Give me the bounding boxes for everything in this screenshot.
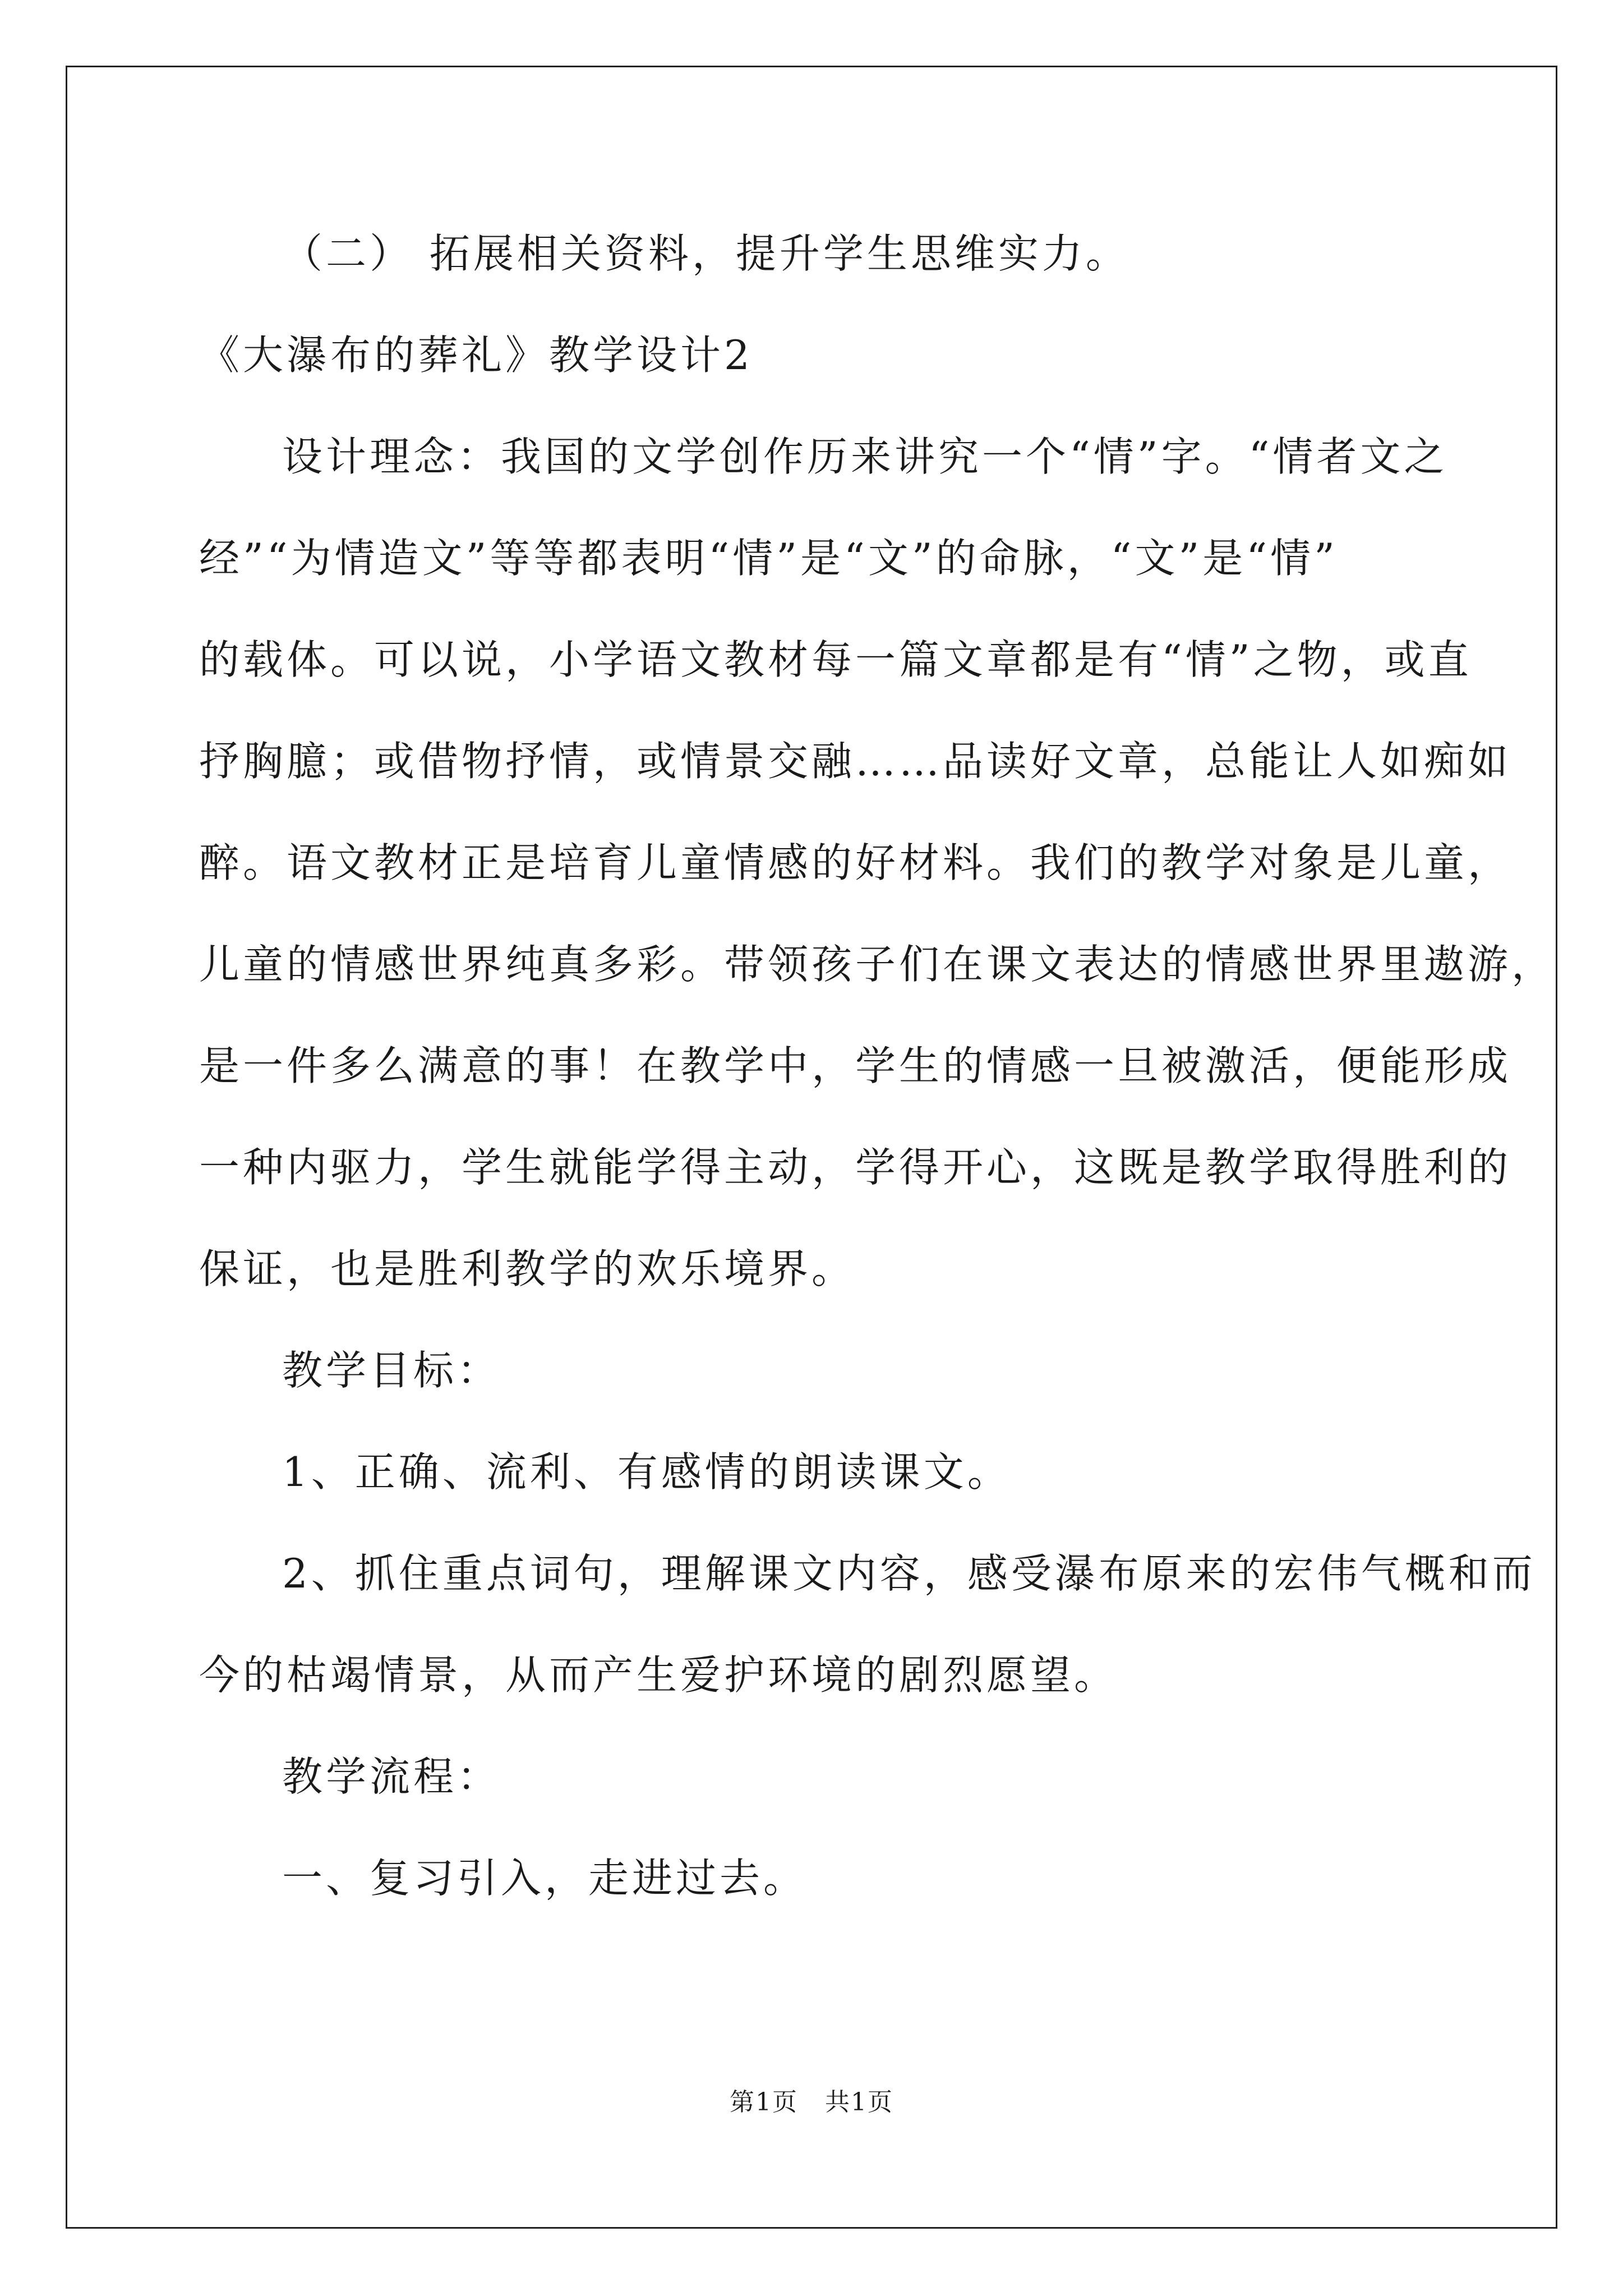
- body-line: 的载体。可以说，小学语文教材每一篇文章都是有“情”之物，或直: [199, 636, 1472, 683]
- body-line: 经”“为情造文”等等都表明“情”是“文”的命脉，“文”是“情”: [199, 535, 1338, 582]
- section-heading: （二） 拓展相关资料，提升学生思维实力。: [282, 230, 1129, 277]
- process-heading: 教学流程：: [282, 1753, 501, 1800]
- body-line: 设计理念：我国的文学创作历来讲究一个“情”字。“情者文之: [282, 433, 1448, 480]
- body-line: 保证，也是胜利教学的欢乐境界。: [199, 1245, 856, 1292]
- process-step: 一、复习引入，走进过去。: [282, 1855, 808, 1902]
- page-number-footer: 第1页 共1页: [730, 2088, 893, 2116]
- objective-item: 2、抓住重点词句，理解课文内容，感受瀑布原来的宏伟气概和而: [282, 1550, 1536, 1597]
- document-body: [199, 203, 1556, 1929]
- body-line: 一种内驱力，学生就能学得主动，学得开心，这既是教学取得胜利的: [199, 1144, 1512, 1191]
- body-line: 醉。语文教材正是培育儿童情感的好材料。我们的教学对象是儿童，: [199, 839, 1512, 886]
- document-title: 《大瀑布的葬礼》教学设计2: [199, 332, 753, 379]
- body-line: 抒胸臆；或借物抒情，或情景交融……品读好文章，总能让人如痴如: [199, 738, 1512, 785]
- objective-item-continued: 今的枯竭情景，从而产生爱护环境的剧烈愿望。: [199, 1651, 1118, 1699]
- body-line: 儿童的情感世界纯真多彩。带领孩子们在课文表达的情感世界里遨游，: [199, 941, 1556, 988]
- body-line: 是一件多么满意的事！在教学中，学生的情感一旦被激活，便能形成: [199, 1042, 1512, 1089]
- objective-item: 1、正确、流利、有感情的朗读课文。: [282, 1448, 1011, 1496]
- objectives-heading: 教学目标：: [282, 1347, 501, 1394]
